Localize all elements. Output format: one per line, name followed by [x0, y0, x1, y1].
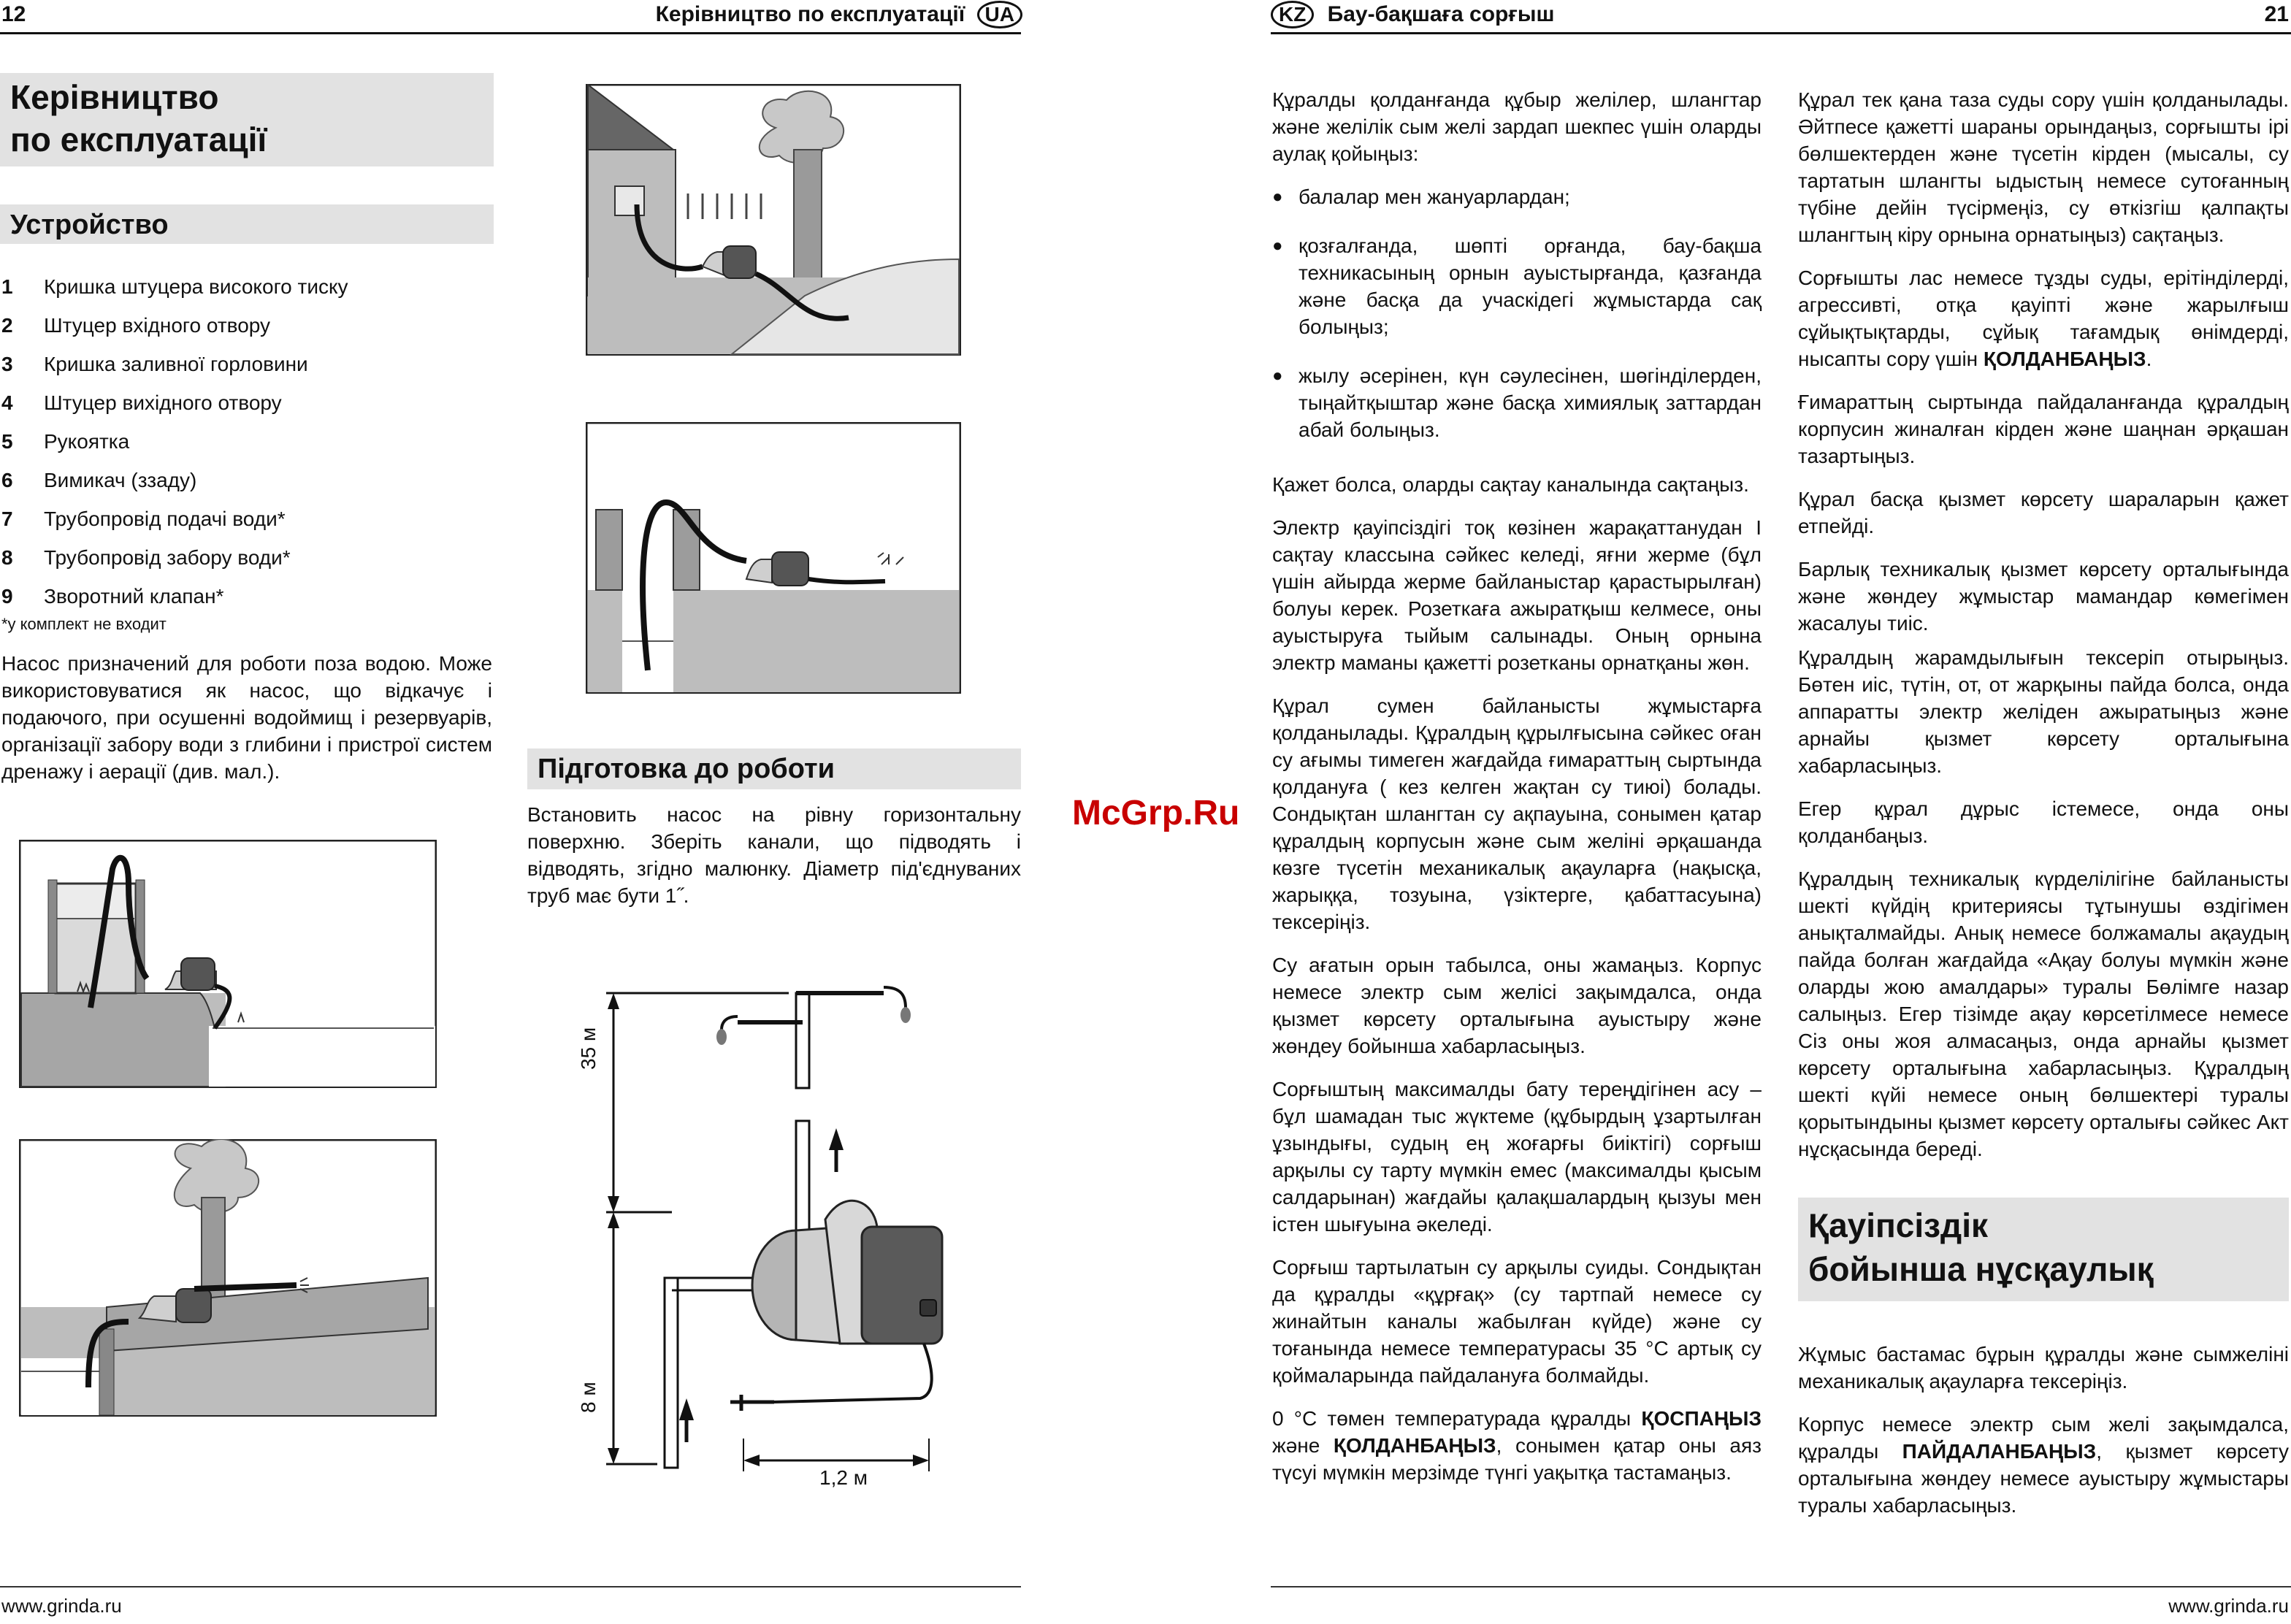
part-label: Штуцер вихідного отвору	[44, 391, 282, 414]
list-item	[1, 499, 483, 538]
illustration-pool	[19, 1139, 437, 1417]
left-footer-rule	[0, 1586, 1021, 1587]
right-column-1	[1272, 86, 1762, 1497]
paragraph	[1272, 1405, 1762, 1486]
list-item	[1, 306, 483, 345]
bullet-icon: ●	[1272, 187, 1283, 207]
list-item	[1, 538, 483, 577]
part-number: 1	[1, 275, 13, 298]
left-footer-url: www.grinda.ru	[1, 1595, 122, 1617]
part-label: Штуцер вхідного отвору	[44, 314, 271, 337]
emphasis-text: ҚОСПАҢЫЗ	[1641, 1407, 1762, 1430]
illustration-house	[586, 84, 961, 356]
right-column-2	[1798, 86, 2289, 1173]
paragraph	[1798, 264, 2289, 372]
safety-title-line1: Қауіпсіздік	[1808, 1206, 1989, 1244]
left-header-title	[599, 0, 1022, 29]
part-number: 5	[1, 430, 13, 453]
part-number: 2	[1, 314, 13, 337]
bullet-text: жылу әсерінен, күн сәулесінен, шөгінділерден, тыңайтқыштар және басқа химиялық заттардан абай болыңыз.	[1299, 364, 1762, 441]
right-footer-url: www.grinda.ru	[2168, 1595, 2289, 1617]
list-item	[1272, 183, 1762, 210]
text-run: Корпус немесе электр сым желі зақымдалса, құралды	[1798, 1413, 2289, 1463]
part-number: 4	[1, 391, 13, 414]
prep-heading: Підготовка до роботи	[538, 754, 835, 784]
bullet-text: қозғалғанда, шөпті орғанда, бау-бақша техникасының орнын ауыстырғанда, қазғанда және басқа да учаскідегі жұмыстарда сақ болыңыз;	[1299, 234, 1762, 338]
emphasis-text: ҚОЛДАНБАҢЫЗ	[1333, 1434, 1496, 1457]
main-title	[10, 76, 267, 161]
list-item	[1, 577, 483, 616]
list-item	[1, 383, 483, 422]
illustration-well	[586, 422, 961, 694]
diagram-label-8m: 8 м	[577, 1382, 600, 1413]
part-label: Трубопровід забору води*	[44, 546, 291, 569]
paragraph: Ғимараттың сыртында пайдаланғанда құралдың корпусин жиналған кірден және шаңнан әрқашан тазартыңыз.	[1798, 391, 2289, 467]
right-header-title-text: Бау-бақшаға сорғыш	[1327, 2, 1555, 26]
right-page-number: 21	[2264, 2, 2289, 26]
paragraph: Электр қауіпсіздігі тоқ көзінен жарақаттанудан I сақтау классына сәйкес келеді, яғни жерме (бұл үшін айырда жерме байланыстар қарастырылған) болуы керек. Розеткаға ажыратқыш келмесе, оны ауыстыруға тыйым салынады. Оның орнына электр маманы қажетті розетканы орнатқаны жөн.	[1272, 516, 1762, 674]
text-run: , сонымен қатар оны аяз түсуі мүмкін мерзімде түнгі уақытқа тастамаңыз.	[1272, 1434, 1762, 1484]
device-heading: Устройство	[10, 210, 169, 240]
text-run: 0 °С төмен температурада құралды	[1272, 1407, 1632, 1430]
ua-badge: UA	[977, 1, 1022, 28]
list-item	[1, 267, 483, 306]
list-item	[1, 461, 483, 499]
right-header-rule	[1271, 32, 2291, 34]
diagram-label-35m: 35 м	[577, 1027, 600, 1070]
left-header-title-text: Керівництво по експлуатації	[655, 2, 965, 26]
part-number: 6	[1, 469, 13, 491]
part-number: 8	[1, 546, 13, 569]
list-item	[1272, 362, 1762, 443]
list-item	[1, 345, 483, 383]
right-header-title	[1271, 0, 1554, 29]
prep-paragraph: Встановить насос на рівну горизонтальну поверхню. Зберіть канали, що підводять і відводять, згідно малюнку. Діаметр під'єднуваних труб має бути 1˝.	[527, 803, 1021, 907]
safety-title-line2: бойынша нұсқаулық	[1808, 1250, 2154, 1288]
part-label: Вимикач (ззаду)	[44, 469, 197, 491]
bullet-icon: ●	[1272, 236, 1283, 256]
text-run: және	[1272, 1434, 1320, 1457]
paragraph: Су ағатын орын табылса, оны жамаңыз. Корпус немесе электр сым желісі зақымдалса, онда қызмет көрсету орталығына ауыстыру және жөндеу бойынша хабарласыңыз.	[1272, 954, 1762, 1057]
paragraph: Егер құрал дұрыс істемесе, онда оны қолданбаңыз.	[1798, 797, 2289, 847]
safety-title	[1808, 1203, 2154, 1291]
kz-badge: KZ	[1271, 1, 1314, 28]
diagram-label-1-2m: 1,2 м	[819, 1466, 868, 1489]
main-title-line1: Керівництво	[10, 78, 219, 116]
part-number: 9	[1, 585, 13, 608]
list-item	[1, 422, 483, 461]
paragraph: Сорғыштың максималды бату тереңдігінен асу – бұл шамадан тыс жүктеме (құбырдың ұзартылған ұзындығы, судың ең жоғарғы биіктігі) сорғыш арқылы су тарту мүмкін емес (максималды қысым салдарынан) жағдайы қалақшалардың қызуы мен істен шығуына әкеледі.	[1272, 1078, 1762, 1236]
part-number: 3	[1, 353, 13, 375]
part-label: Трубопровід подачі води*	[44, 508, 286, 530]
parts-list	[1, 267, 483, 616]
paragraph: Құралдың жарамдылығын тексеріп отырыңыз. Бөтен иіс, түтін, от, от жарқыны пайда болса, онда аппаратты электр желіден ажыратыңыз және арнайы қызмет көрсету орталығына хабарласыңыз.	[1798, 646, 2289, 777]
list-item	[1272, 232, 1762, 340]
paragraph: Сорғыш тартылатын су арқылы суиды. Сондықтан да құралды «құрғақ» (су тартпай немесе су жинайтын каналы жабылған күйде) және су тоғанында немесе температурасы 35 °С артық су қоймаларында пайдалануға болмайды.	[1272, 1256, 1762, 1387]
text-run: .	[2146, 348, 2152, 370]
paragraph: Құралдың техникалық күрделілігіне байланысты шекті күйдің критериясы тұтынушы өздігімен анықталмайды. Анық немесе болжамалы ақаудың пайда болған жағдайда «Ақау болуы мүмкін және оларды жою амалдары» туралы Бөлімге назар салыңыз. Егер тізімде ақау көрсетілмесе немесе Сіз оны жоя алмасаңыз, онда арнайы қызмет көрсету орталығына хабарласыңыз. Құралдың шекті күйі немесе оның бөлшектері туралы қорытындыны қызмет көрсету орталығы сәйкес Акт нұсқасында береді.	[1798, 867, 2289, 1160]
part-label: Зворотний клапан*	[44, 585, 224, 608]
main-title-line2: по експлуатації	[10, 120, 267, 158]
paragraph: Құрал тек қана таза суды сору үшін қолданылады. Әйтпесе қажетті шараны орындаңыз, сорғышты ірі бөлшектерден және түсетін кірден (мысалы, су тартатын шлангты ыдыстың немесе сутоғанның түбіне дейін түсірмеңіз, су өткізгіш қалпақты шлангтың кіру орнына орнатыңыз) сақтаңыз.	[1798, 88, 2289, 246]
paragraph: Құрал басқа қызмет көрсету шараларын қажет етпейді.	[1798, 488, 2289, 537]
paragraph	[1798, 1411, 2289, 1519]
paragraph: Барлық техникалық қызмет көрсету орталығында және жөндеу жұмыстар мамандар көмегімен жасалуы тиіс.	[1798, 558, 2289, 635]
part-label: Кришка штуцера високого тиску	[44, 275, 348, 298]
safety-text	[1798, 1341, 2289, 1530]
right-footer-rule	[1271, 1586, 2291, 1587]
paragraph: Жұмыс бастамас бұрын құралды және сымжеліні механикалық ақауларға тексеріңіз.	[1798, 1343, 2289, 1393]
text-run: , қызмет көрсету орталығына жөндеу немесе ауыстыру жұмыстары туралы хабарласыңыз.	[1798, 1440, 2290, 1517]
paragraph: Қажет болса, оларды сақтау каналында сақтаңыз.	[1272, 473, 1749, 496]
footnote: *у комплект не входит	[1, 615, 167, 633]
paragraph: Құрал сумен байланысты жұмыстарға қолданылады. Құралдың құрылғысына сәйкес оған су ағымы тимеген жағдайда ғимараттың сыртында қолдануға ( кез келген жақтан су тиюі) болады. Сондықтан шлангтан су ақпауына, сонымен қатар құралдың корпусын және сым желіні әрқашанда көзге түсетін механикалық ақауларға (нақысқа, жарыққа, тозуына, үзіктерге, қабаттасуына) тексеріңіз.	[1272, 694, 1762, 933]
bullet-icon: ●	[1272, 366, 1283, 386]
left-header-rule	[0, 32, 1021, 34]
bullet-text: балалар мен жануарлардан;	[1299, 185, 1570, 208]
part-label: Кришка заливної горловини	[44, 353, 308, 375]
intro-paragraph: Насос призначений для роботи поза водою. Може використовуватися як насос, що відкачує і подаючого, при осушенні водоймищ і резервуарів, організації забору води з глибини і пристрої систем дренажу і аерації (див. мал.).	[1, 652, 492, 783]
part-number: 7	[1, 508, 13, 530]
watermark: McGrp.Ru	[1072, 794, 1240, 832]
emphasis-text: ҚОЛДАНБАҢЫЗ	[1983, 348, 2146, 370]
installation-diagram	[555, 964, 993, 1490]
text-run: Сорғышты лас немесе тұзды суды, ерітінділерді, агрессивті, отқа қауіпті және жарылғыш сұйықтықтарды, сұйық тағамдық өнімдерді, нысапты сору үшін	[1798, 267, 2289, 370]
paragraph: Құралды қолданғанда құбыр желілер, шлангтар және желілік сым желі зардап шекпес үшін оларды аулақ қойыңыз:	[1272, 88, 1762, 165]
left-page-number: 12	[1, 2, 26, 26]
illustration-tank	[19, 840, 437, 1088]
emphasis-text: ПАЙДАЛАНБАҢЫЗ	[1902, 1440, 2097, 1463]
part-label: Рукоятка	[44, 430, 130, 453]
